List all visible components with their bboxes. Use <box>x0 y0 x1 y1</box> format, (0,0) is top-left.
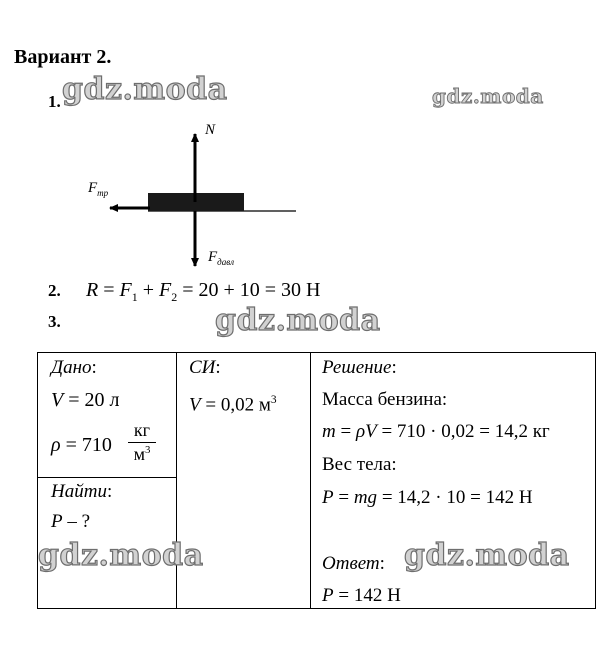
watermark: gdz.moda <box>404 538 570 573</box>
item-1-number: 1. <box>48 92 61 111</box>
table-right-border <box>595 352 596 609</box>
find-quantity: P – ? <box>51 511 91 532</box>
answer-value: P = 142 Н <box>322 585 401 606</box>
watermark: gdz.moda <box>62 72 228 107</box>
given-volume: V = 20 л <box>51 389 120 411</box>
label-friction-force: $F_{тр}$ <box>88 180 109 198</box>
table-bottom-border <box>37 608 596 609</box>
si-header: СИ: <box>189 357 221 378</box>
mass-label: Масса бензина: <box>322 389 448 410</box>
si-volume: V = 0,02 $м^3$ <box>189 394 277 416</box>
watermark: gdz.moda <box>432 84 544 108</box>
solution-header: Решение: <box>322 357 397 378</box>
label-pressure-force: $F_{давл}$ <box>208 249 235 267</box>
item-2-number: 2. <box>48 281 61 300</box>
find-header: Найти: <box>51 481 113 502</box>
given-header: Дано: <box>51 357 97 378</box>
weight-formula: P = mg = 14,2 · 10 = 142 Н <box>322 487 533 508</box>
answer-label: Ответ: <box>322 553 385 574</box>
watermark: gdz.moda <box>215 303 381 338</box>
watermark: gdz.moda <box>38 538 204 573</box>
density-unit-numerator: кг <box>133 420 151 440</box>
given-density: ρ = 710 <box>51 434 112 456</box>
section-heading: Вариант 2. <box>14 46 112 68</box>
density-unit-denominator: $м^3$ <box>133 444 151 464</box>
mass-formula: m = ρV = 710 · 0,02 = 14,2 кг <box>322 421 550 442</box>
density-unit-fraction <box>128 420 156 465</box>
label-N: N <box>205 122 216 138</box>
given-find-divider <box>37 477 176 478</box>
table-divider-2 <box>310 352 311 609</box>
item-3-number: 3. <box>48 312 61 331</box>
formula-resultant-force: $R = F_1 + F_2 = 20 + 10 = 30$ Н <box>86 279 321 304</box>
weight-label: Вес тела: <box>322 454 397 475</box>
table-top-border <box>37 352 596 353</box>
